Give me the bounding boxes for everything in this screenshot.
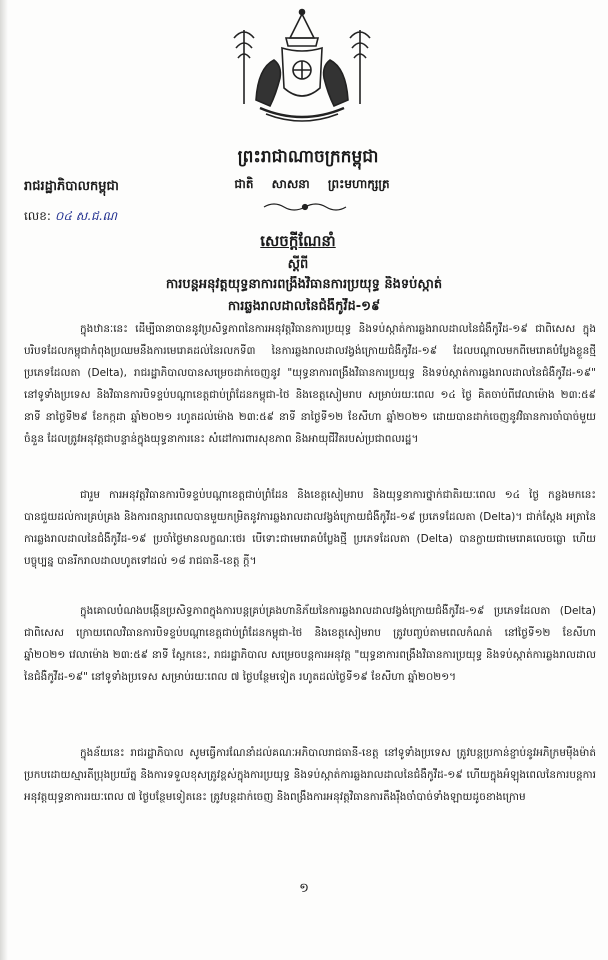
page-number: ១ [299, 881, 309, 896]
body-paragraph-3: ក្នុងគោលបំណងបង្កើនប្រសិទ្ធភាពក្នុងការបន្តគ្រប់គ្រងហានិភ័យនៃការឆ្លងរាលដាលវង្វង់ក្រោយជំងឺកូវីដ-១៩ ប្រភេទដែលតា (Delta) ជាពិសេស ក្រោយពេលវិធានការបិទខ្ទប់បណ្ដាខេត្តជាប់ព្រំដែនកម្ពុជា-ថៃ និងខេត្តសៀមរាប ត្រូវបញ្ចប់តាមពេលកំណត់ នៅថ្ងៃទី១២ ខែសីហា ឆ្នាំ២០២១ វេលាម៉ោង ២៣:៥៩ នាទី ស្អែកនេះ, រាជរដ្ឋាភិបាល សម្រេចបន្តការអនុវត្ត "យុទ្ធនាការពង្រឹងវិធានការប្រយុទ្ធ និងទប់ស្កាត់ការឆ្លងរាលដាលនៃជំងឺកូវីដ-១៩" នៅទូទាំងប្រទេស សម្រាប់រយៈពេល ៧ ថ្ងៃបន្ថែមទៀត រហូតដល់ថ្ងៃទី១៩ ខែសីហា ឆ្នាំ២០២១។ [24, 605, 596, 683]
royal-coat-of-arms-emblem [226, 8, 378, 126]
about-label: ស្ដីពី [287, 257, 309, 272]
page-edge-shadow [0, 0, 8, 960]
subject-line-2: ការឆ្លងរាលដាលនៃជំងឺកូវីដ-១៩ [227, 299, 381, 314]
kingdom-title: ព្រះរាជាណាចក្រកម្ពុជា [237, 147, 379, 167]
reference-number-value: ០៤ ស.ជ.ណ [54, 209, 118, 223]
tacteing-ornament-icon [262, 200, 348, 214]
issuing-government: រាជរដ្ឋាភិបាលកម្ពុជា [24, 179, 119, 194]
body-paragraph-2: ជារួម ការអនុវត្តវិធានការបិទខ្ទប់បណ្ដាខេត្តជាប់ព្រំដែន និងខេត្តសៀមរាប និងយុទ្ធនាការថ្នាក់ជាតិរយៈពេល ១៤ ថ្ងៃ កន្លងមកនេះ បានជួយដល់ការគ្រប់គ្រង និងការពន្យារពេលបានមួយកម្រិតនូវការឆ្លងរាលដាលវង្វង់ក្រោយជំងឺកូវីដ-១៩ ប្រភេទដែលតា (Delta)។ ជាក់ស្ដែង អត្រានៃការឆ្លងរាលដាលនៃជំងឺកូវីដ-១៩ ប្រចាំថ្ងៃមានលក្ខណៈថេរ បើទោះជាមេរោគបំប្លែងថ្មី ប្រភេទដែលតា (Delta) បានក្លាយជាមេរោគលេចធ្លោ ហើយបច្ចុប្បន្ន បានរីករាលដាលហូតទៅដល់ ១៨ រាជធានី-ខេត្ត ក្ដី។ [24, 489, 596, 567]
national-motto: ជាតិ សាសនា ព្រះមហាក្សត្រ [234, 177, 390, 191]
body-paragraph-1: ក្នុងឋានៈនេះ ដើម្បីធានាបាននូវប្រសិទ្ធភាពនៃការអនុវត្តវិធានការប្រយុទ្ធ និងទប់ស្កាត់ការឆ្លងរាលដាលនៃជំងឺកូវីដ-១៩ ជាពិសេស ក្នុងបរិបទដែលកម្ពុជាកំពុងប្រឈមនឹងការមេរោគដល់នៃរលកទី៣ នៃការឆ្លងរាលដាលវង្វង់ក្រោយជំងឺកូវីដ-១៩ ដែលបណ្ដាលមកពីមេរោគបំប្លែងខ្លួនថ្មី ប្រភេទដែលតា (Delta), រាជរដ្ឋាភិបាលបានសម្រេចដាក់ចេញនូវ "យុទ្ធនាការពង្រឹងវិធានការប្រយុទ្ធ និងទប់ស្កាត់ការឆ្លងរាលដាលនៃជំងឺកូវីដ-១៩" នៅទូទាំងប្រទេស និងវិធានការបិទខ្ទប់បណ្ដាខេត្តជាប់ព្រំដែនកម្ពុជា-ថៃ និងខេត្តសៀមរាប សម្រាប់រយៈពេល ១៤ ថ្ងៃ គិតចាប់ពីវេលាម៉ោង ២៣:៥៩ នាទី នាថ្ងៃទី២៩ ខែកក្កដា ឆ្នាំ២០២១ រហូតដល់ម៉ោង ២៣:៥៩ នាទី នាថ្ងៃទី១២ ខែសីហា ឆ្នាំ២០២១ ដោយបានដាក់ចេញនូវវិធានការចាំបាច់មួយចំនួន ដែលត្រូវអនុវត្តជាបន្ទាន់ក្នុងយុទ្ធនាការនេះ សំដៅការពារសុខភាព និងអាយុជីវិតរបស់ប្រជាពលរដ្ឋ។ [24, 323, 596, 445]
subject-line-1: ការបន្តអនុវត្តយុទ្ធនាការពង្រឹងវិធានការប្រយុទ្ធ និងទប់ស្កាត់ [165, 277, 443, 292]
reference-label: លេខ: [24, 209, 51, 223]
reference-number [24, 208, 117, 226]
body-paragraph-4: ក្នុងន័យនេះ រាជរដ្ឋាភិបាល សូមធ្វើការណែនាំដល់គណៈអភិបាលរាជធានី-ខេត្ត នៅទូទាំងប្រទេស ត្រូវបន្តប្រកាន់ខ្ជាប់នូវអភិក្រមម៉ឺងម៉ាត់ប្រកបដោយស្មារតីប្រុងប្រយ័ត្ន និងការទទួលខុសត្រូវខ្ពស់ក្នុងការប្រយុទ្ធ និងទប់ស្កាត់ការឆ្លងរាលដាលនៃជំងឺកូវីដ-១៩ ហើយក្នុងអំឡុងពេលនៃការបន្តការអនុវត្តយុទ្ធនាការរយៈពេល ៧ ថ្ងៃបន្ថែមទៀតនេះ ត្រូវបន្តដាក់ចេញ និងពង្រឹងការអនុវត្តវិធានការតឹងរ៉ឹងចាំបាច់ទាំងឡាយដូចខាងក្រោម [24, 747, 596, 803]
document-type-heading: សេចក្ដីណែនាំ [260, 232, 336, 250]
